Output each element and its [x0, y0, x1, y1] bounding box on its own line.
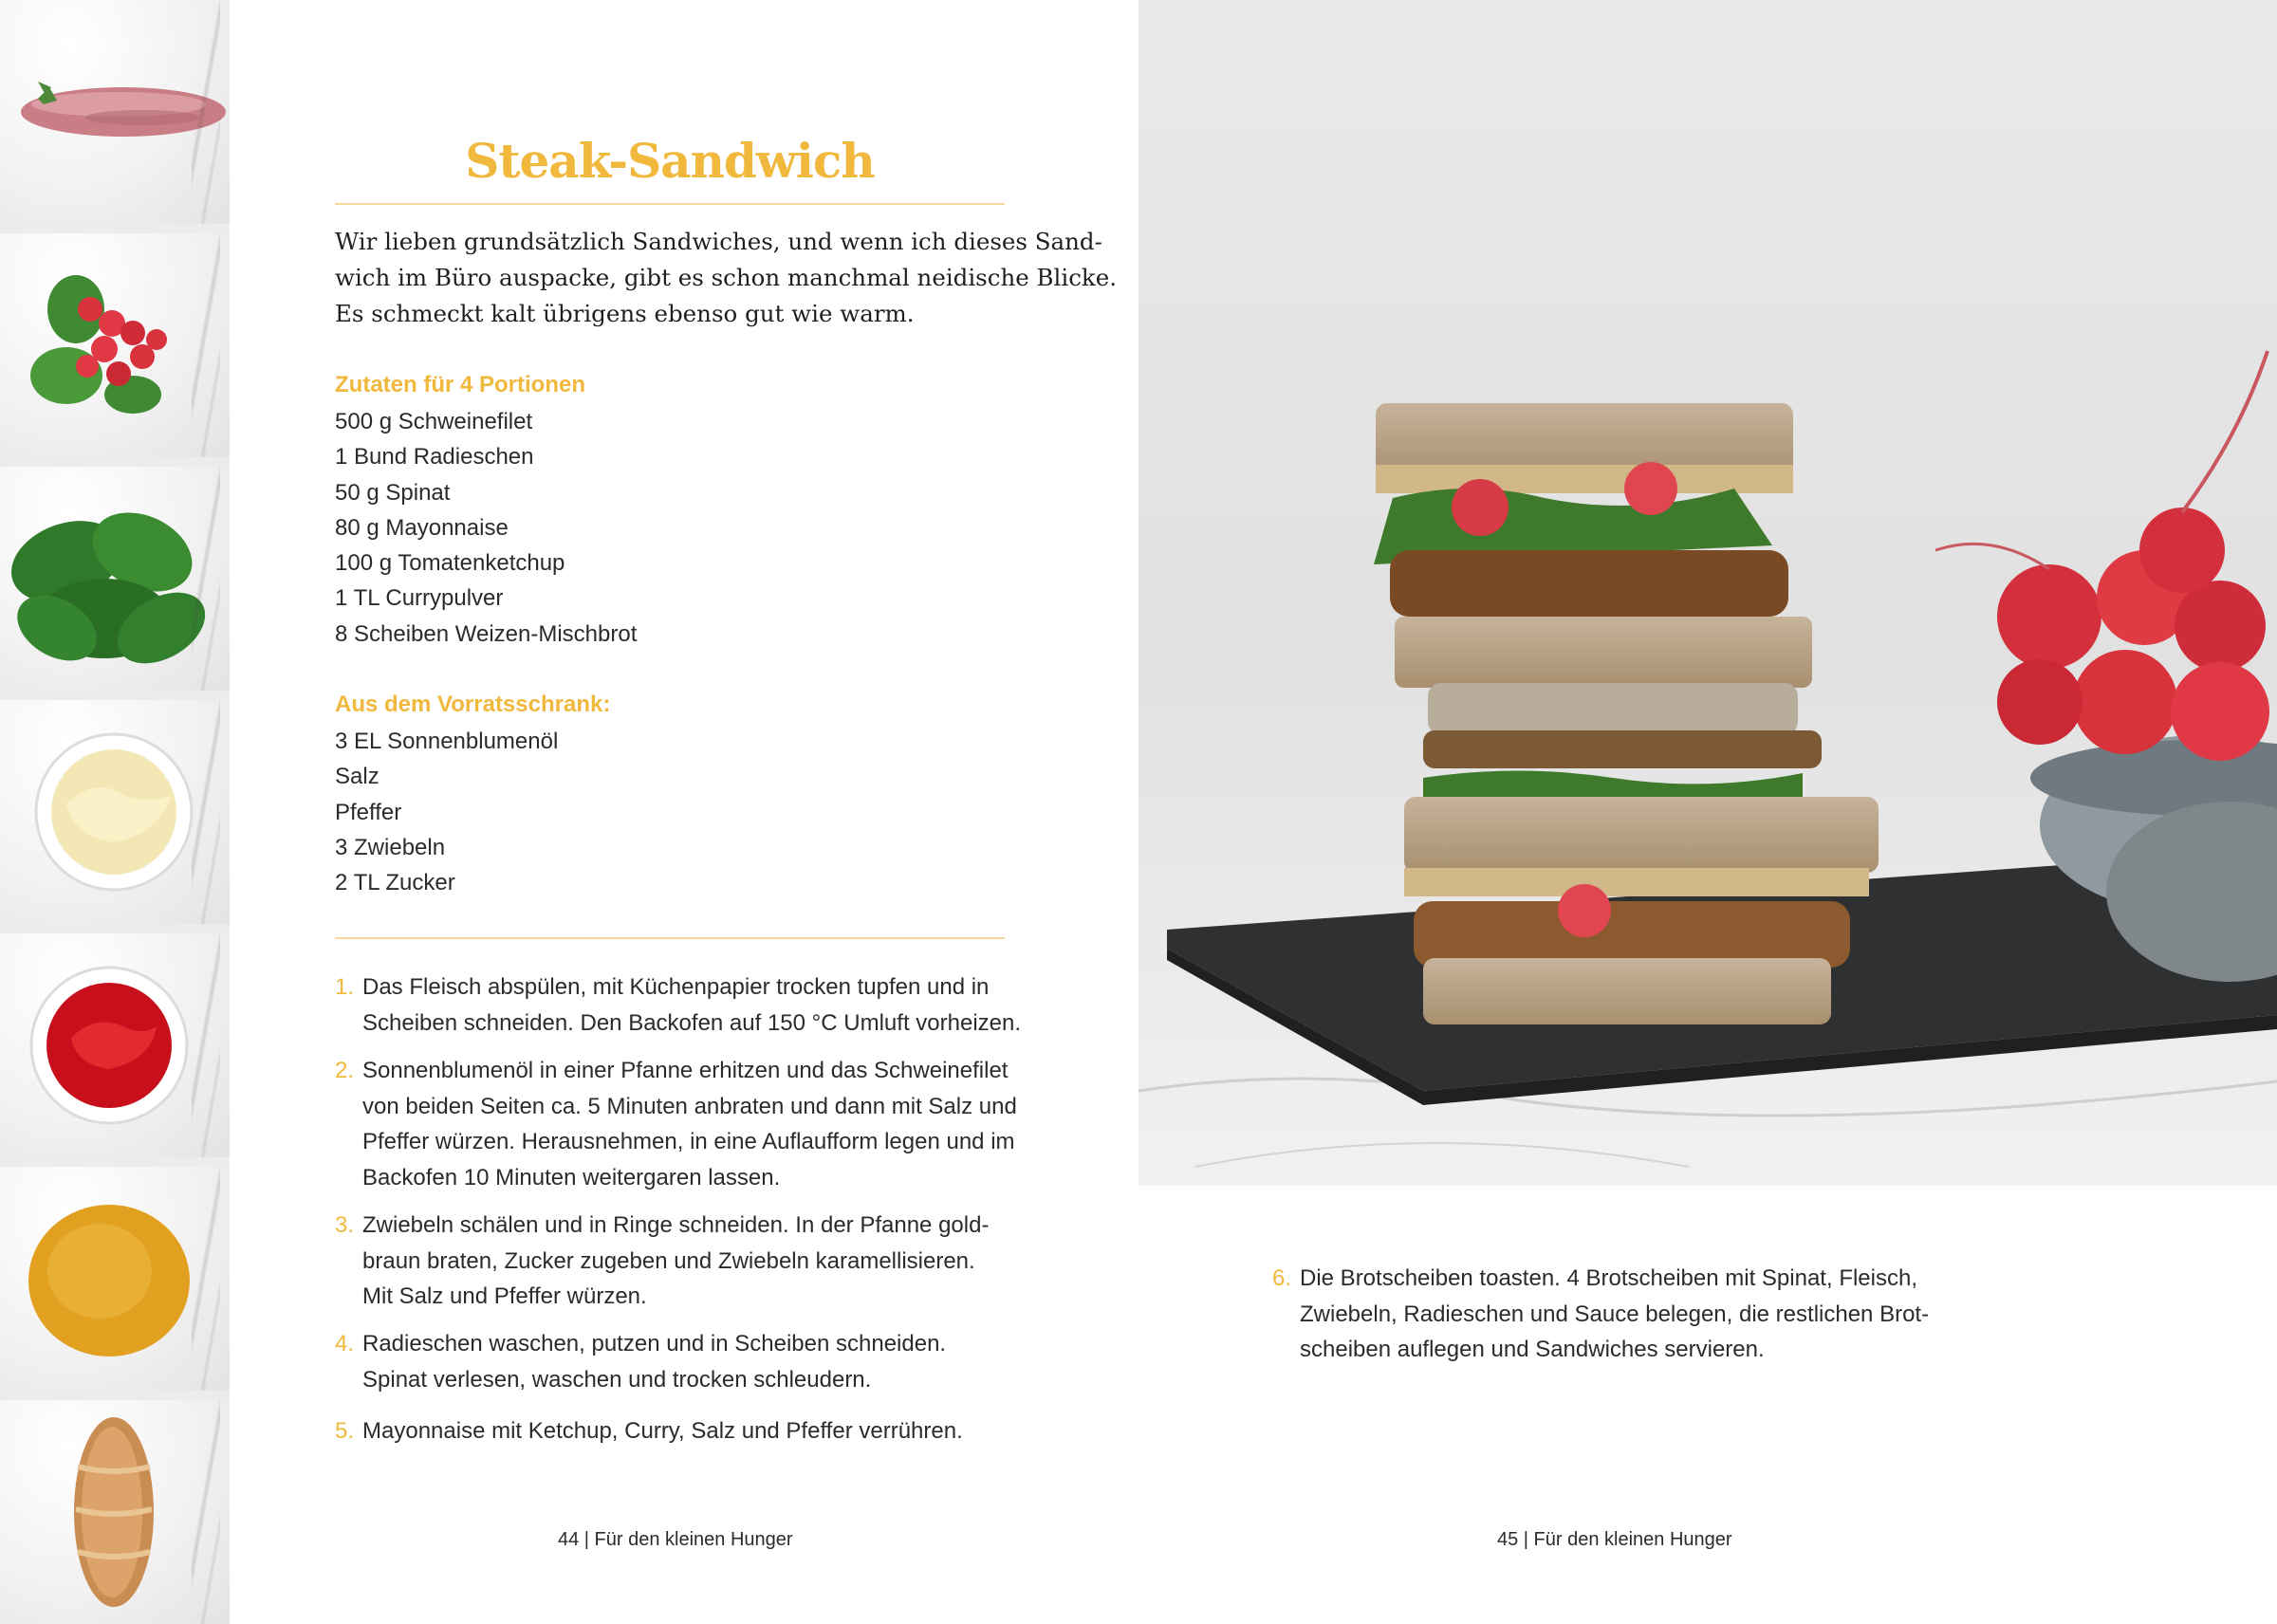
- ingredient-item: 1 Bund Radieschen: [335, 444, 534, 471]
- pantry-item: 3 Zwiebeln: [335, 834, 446, 860]
- step-number: 4.: [335, 1331, 355, 1356]
- bread-photo: [0, 1400, 230, 1624]
- step-line: Zwiebeln schälen und in Ringe schneiden. In der Pfanne gold-: [362, 1212, 990, 1238]
- ingredient-item: 1 TL Currypulver: [335, 585, 504, 612]
- intro-line: Wir lieben grundsätzlich Sandwiches, und wenn ich dieses Sand-: [335, 228, 1102, 255]
- spinach-photo: [0, 467, 230, 691]
- ingredient-item: 80 g Mayonnaise: [335, 514, 509, 541]
- pantry-item: Pfeffer: [335, 799, 402, 825]
- ingredient-item: 500 g Schweinefilet: [335, 409, 533, 434]
- step-number: 5.: [335, 1418, 355, 1444]
- mayonnaise-photo: [0, 700, 230, 924]
- step-line: Scheiben schneiden. Den Backofen auf 150 °C Umluft vorheizen.: [362, 1009, 1022, 1036]
- ingredient-item: 8 Scheiben Weizen-Mischbrot: [335, 620, 638, 647]
- recipe-title: Steak-Sandwich: [465, 133, 875, 189]
- sandwich-photo: [1138, 0, 2277, 1186]
- step-line: Mayonnaise mit Ketchup, Curry, Salz und Pfeffer verrühren.: [362, 1418, 963, 1444]
- pantry-item: Salz: [335, 764, 380, 790]
- step-line: Spinat verlesen, waschen und trocken schleudern.: [362, 1366, 872, 1393]
- pantry-heading: Aus dem Vorratsschrank:: [335, 692, 611, 717]
- pantry-item: 2 TL Zucker: [335, 870, 455, 896]
- step-line: scheiben auflegen und Sandwiches servieren.: [1300, 1337, 1765, 1362]
- step-number: 1.: [335, 974, 355, 1000]
- step-line: Pfeffer würzen. Herausnehmen, in eine Auflaufform legen und im: [362, 1129, 1015, 1154]
- radishes-photo: [0, 233, 230, 457]
- intro-line: wich im Büro auspacke, gibt es schon manchmal neidische Blicke.: [335, 264, 1118, 291]
- pork-tenderloin-photo: [0, 0, 230, 224]
- recipe-intro: [335, 224, 1118, 332]
- step-line: Die Brotscheiben toasten. 4 Brotscheiben mit Spinat, Fleisch,: [1300, 1265, 1917, 1291]
- step-number: 2.: [335, 1058, 355, 1083]
- curry-powder-photo: [0, 1167, 230, 1391]
- pantry-list: [335, 724, 558, 900]
- step-line: Das Fleisch abspülen, mit Küchenpapier trocken tupfen und in: [362, 974, 990, 1000]
- step-line: Sonnenblumenöl in einer Pfanne erhitzen und das Schweinefilet: [362, 1058, 1009, 1083]
- intro-line: Es schmeckt kalt übrigens ebenso gut wie warm.: [335, 300, 915, 327]
- step-number: 6.: [1272, 1265, 1292, 1291]
- page-footer-right: 45 | Für den kleinen Hunger: [1497, 1529, 1732, 1550]
- step-line: von beiden Seiten ca. 5 Minuten anbraten und dann mit Salz und: [362, 1093, 1017, 1119]
- ingredient-photo-strip: [0, 0, 230, 1607]
- ingredients-list: [335, 404, 637, 652]
- ingredient-item: 100 g Tomatenketchup: [335, 550, 565, 577]
- step-number: 3.: [335, 1212, 355, 1238]
- step-line: Mit Salz und Pfeffer würzen.: [362, 1283, 647, 1309]
- step-line: Radieschen waschen, putzen und in Scheiben schneiden.: [362, 1331, 947, 1356]
- title-divider: [335, 203, 1005, 205]
- step-line: Backofen 10 Minuten weitergaren lassen.: [362, 1164, 781, 1190]
- pantry-item: 3 EL Sonnenblumenöl: [335, 729, 559, 754]
- step-line: braun braten, Zucker zugeben und Zwiebeln karamellisieren.: [362, 1247, 975, 1274]
- ketchup-photo: [0, 933, 230, 1157]
- ingredient-item: 50 g Spinat: [335, 479, 451, 506]
- step-line: Zwiebeln, Radieschen und Sauce belegen, die restlichen Brot-: [1300, 1301, 1930, 1327]
- ingredients-heading: Zutaten für 4 Portionen: [335, 372, 585, 397]
- steps-divider: [335, 937, 1005, 939]
- page-footer-left: 44 | Für den kleinen Hunger: [558, 1529, 793, 1550]
